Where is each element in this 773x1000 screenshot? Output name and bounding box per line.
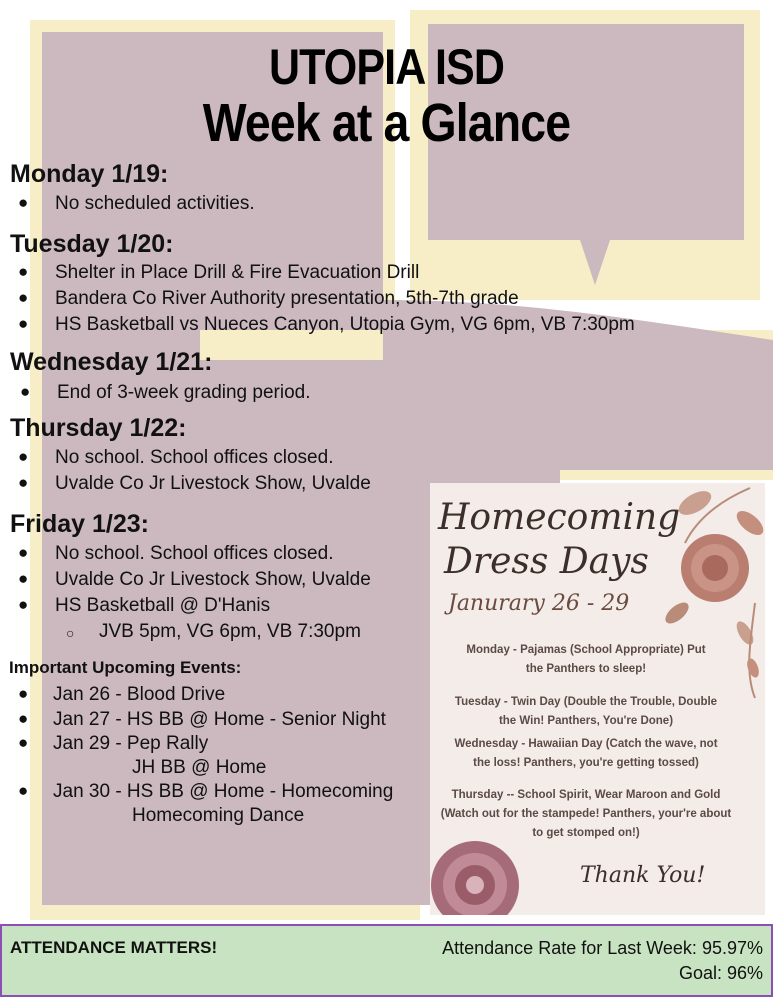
day-heading-wednesday: Wednesday 1/21: (10, 348, 213, 376)
list-item: No school. School offices closed. (55, 447, 334, 468)
bullet-icon: ● (20, 382, 31, 401)
event-item: Jan 30 - HS BB @ Home - Homecoming (53, 781, 394, 802)
attendance-label: ATTENDANCE MATTERS! (10, 938, 218, 957)
flyer-text-line: Monday - Pajamas (School Appropriate) Put (466, 644, 706, 656)
bullet-icon: ● (18, 314, 29, 333)
day-heading-monday: Monday 1/19: (10, 160, 169, 188)
day-heading-tuesday: Tuesday 1/20: (10, 230, 174, 258)
flyer-text-line: (Watch out for the stampede! Panthers, your're about (440, 808, 732, 820)
flyer-title-line2: Dress Days (444, 541, 649, 582)
bullet-icon: ● (18, 781, 29, 800)
homecoming-flyer (430, 483, 765, 915)
event-item-continued: Homecoming Dance (132, 805, 305, 826)
bullet-icon: ● (18, 543, 29, 562)
event-item-continued: JH BB @ Home (132, 757, 267, 778)
attendance-stats (442, 936, 763, 986)
event-item: Jan 29 - Pep Rally (53, 733, 209, 754)
flyer-text-line: the loss! Panthers, you're getting tossed) (473, 757, 699, 769)
bullet-icon: ● (18, 733, 29, 752)
list-item: No school. School offices closed. (55, 543, 334, 564)
page-title-line1: UTOPIA ISD (268, 39, 505, 95)
list-item: Shelter in Place Drill & Fire Evacuation Drill (55, 262, 420, 283)
bullet-icon: ● (18, 262, 29, 281)
page-title-line2: Week at a Glance (202, 93, 571, 153)
day-heading-friday: Friday 1/23: (10, 510, 149, 538)
flyer-thanks: Thank You! (580, 863, 706, 888)
attendance-footer (0, 924, 773, 997)
list-item: HS Basketball vs Nueces Canyon, Utopia Gym, VG 6pm, VB 7:30pm (55, 314, 635, 335)
list-item: No scheduled activities. (55, 193, 255, 214)
flyer-text-line: to get stomped on!) (532, 827, 640, 839)
bullet-icon: ● (18, 684, 29, 703)
flyer-date: Janurary 26 - 29 (448, 591, 630, 616)
attendance-rate: Attendance Rate for Last Week: 95.97% (442, 938, 763, 958)
flyer-text-line: Thursday -- School Spirit, Wear Maroon and Gold (451, 789, 721, 801)
bullet-icon: ● (18, 288, 29, 307)
attendance-goal: Goal: 96% (678, 963, 763, 983)
list-sub-item: JVB 5pm, VG 6pm, VB 7:30pm (99, 621, 361, 642)
bullet-icon: ● (18, 569, 29, 588)
list-item: End of 3-week grading period. (57, 382, 311, 403)
event-item: Jan 27 - HS BB @ Home - Senior Night (53, 709, 386, 730)
flyer-text-line: Wednesday - Hawaiian Day (Catch the wave, not (454, 738, 718, 750)
bullet-icon: ● (18, 473, 29, 492)
list-item: Uvalde Co Jr Livestock Show, Uvalde (55, 569, 371, 590)
list-item: Bandera Co River Authority presentation, 5th-7th grade (55, 288, 519, 309)
sub-bullet-icon: ○ (66, 625, 75, 641)
bullet-icon: ● (18, 595, 29, 614)
flyer-text-line: the Win! Panthers, You're Done) (498, 715, 674, 727)
bullet-icon: ● (18, 193, 29, 212)
bullet-icon: ● (18, 447, 29, 466)
day-heading-thursday: Thursday 1/22: (10, 414, 187, 442)
events-heading: Important Upcoming Events: (9, 658, 242, 677)
event-item: Jan 26 - Blood Drive (53, 684, 226, 705)
flyer-title-line1: Homecoming (438, 497, 681, 538)
flyer-text-line: the Panthers to sleep! (525, 663, 647, 675)
flyer-text-line: Tuesday - Twin Day (Double the Trouble, Double (454, 696, 718, 708)
bullet-icon: ● (18, 709, 29, 728)
list-item: HS Basketball @ D'Hanis (55, 595, 271, 616)
list-item: Uvalde Co Jr Livestock Show, Uvalde (55, 473, 371, 494)
